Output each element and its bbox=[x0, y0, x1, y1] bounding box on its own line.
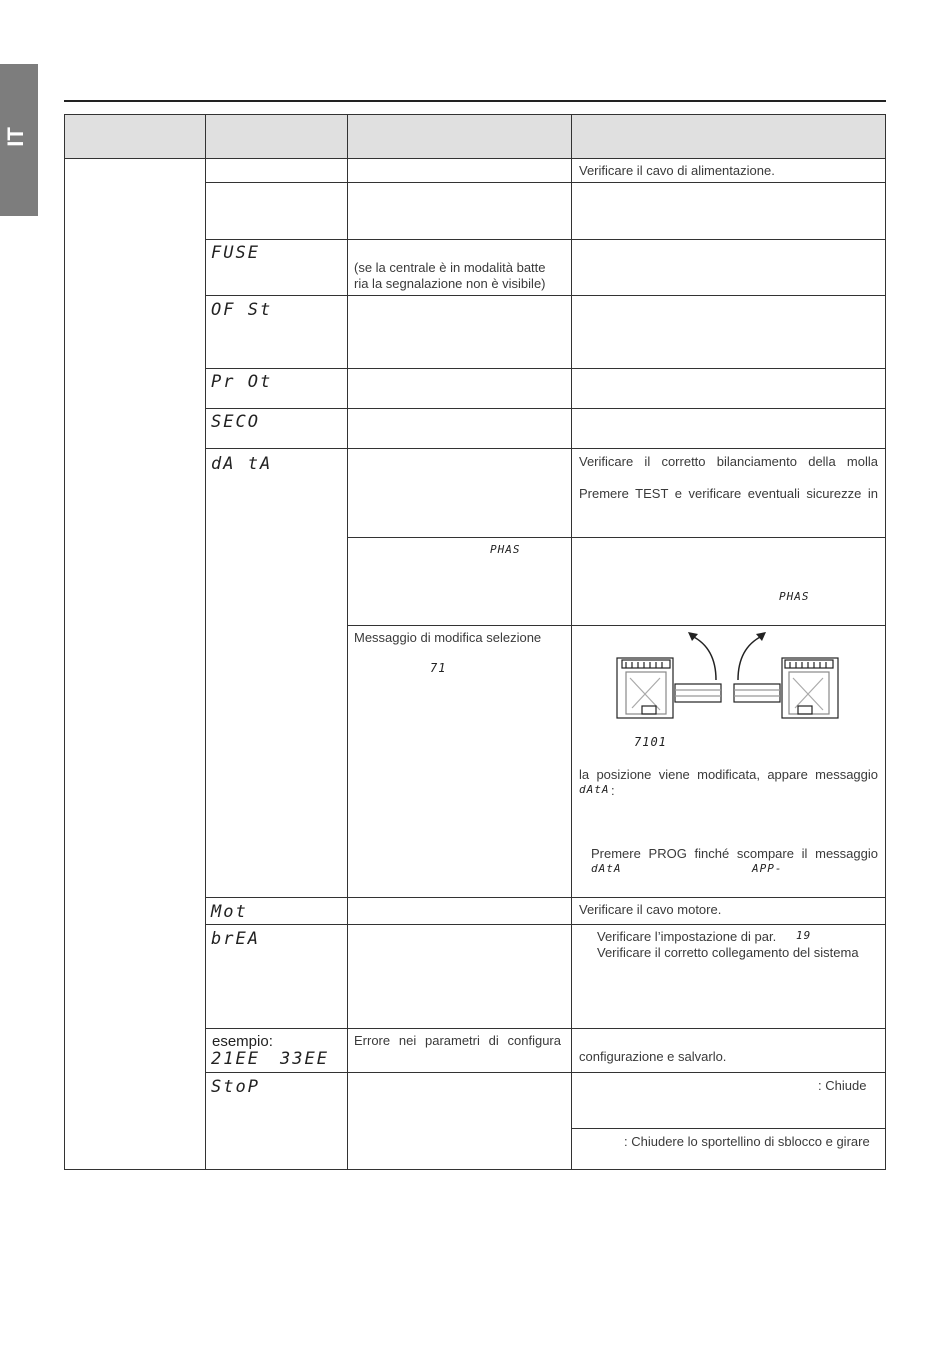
selection-solution-text: la posizione viene modificata, appare messaggio bbox=[579, 767, 878, 782]
top-rule bbox=[64, 100, 886, 102]
seco-display-code: SECO bbox=[211, 412, 260, 432]
language-tab bbox=[0, 64, 38, 216]
selection-solution-prog: Premere PROG finché scompare il messaggio bbox=[591, 846, 878, 861]
door-unlock-illustration bbox=[612, 628, 848, 720]
data-solution-1: Verificare il corretto bilanciamento della molla bbox=[579, 454, 878, 469]
stop-solution-1: : Chiude bbox=[818, 1078, 867, 1093]
fuse-cause-line2: ria la segnalazione non è visibile) bbox=[354, 276, 546, 291]
brea-display-code: brEA bbox=[211, 929, 260, 949]
selection-cause-code: 71 bbox=[430, 661, 447, 675]
left-curved-arrow-icon bbox=[692, 636, 716, 680]
config-solution: configurazione e salvarlo. bbox=[579, 1049, 727, 1064]
config-code-1: 21EE bbox=[211, 1049, 260, 1069]
brea-solution-1-code: 19 bbox=[796, 929, 812, 942]
config-cause: Errore nei parametri di configura bbox=[354, 1033, 561, 1048]
selection-solution-data2-code: dAtA bbox=[591, 862, 622, 875]
selection-solution-data-code: dAtA bbox=[579, 783, 610, 796]
phas-cause-code: PHAS bbox=[490, 543, 521, 556]
mot-solution: Verificare il cavo motore. bbox=[579, 902, 722, 917]
fuse-display-code: FUSE bbox=[211, 243, 260, 263]
colon-text: : bbox=[611, 783, 615, 798]
ofst-display-code: OF St bbox=[211, 300, 273, 320]
phas-solution-code: PHAS bbox=[779, 590, 810, 603]
stop-solution-2: : Chiudere lo sportellino di sblocco e girare bbox=[624, 1134, 870, 1149]
brea-solution-1: Verificare l’impostazione di par. bbox=[597, 929, 777, 944]
mot-display-code: Mot bbox=[211, 902, 248, 922]
brea-solution-2: Verificare il corretto collegamento del sistema bbox=[597, 945, 859, 960]
config-example-label: esempio: bbox=[212, 1033, 273, 1050]
language-label: IT bbox=[2, 127, 28, 147]
power-solution: Verificare il cavo di alimentazione. bbox=[579, 163, 775, 178]
prot-display-code: Pr Ot bbox=[211, 372, 273, 392]
right-curved-arrow-icon bbox=[738, 636, 762, 680]
table-header bbox=[64, 114, 886, 159]
config-code-2: 33EE bbox=[280, 1049, 329, 1069]
fuse-cause-line1: (se la centrale è in modalità batte bbox=[354, 260, 546, 275]
selection-solution-code: 7101 bbox=[634, 735, 667, 749]
selection-cause: Messaggio di modifica selezione bbox=[354, 630, 542, 645]
data-display-code: dA tA bbox=[211, 454, 273, 474]
data-solution-2: Premere TEST e verificare eventuali sicurezze in bbox=[579, 486, 878, 501]
stop-display-code: StoP bbox=[211, 1077, 260, 1097]
selection-solution-app-code: APP- bbox=[752, 862, 783, 875]
